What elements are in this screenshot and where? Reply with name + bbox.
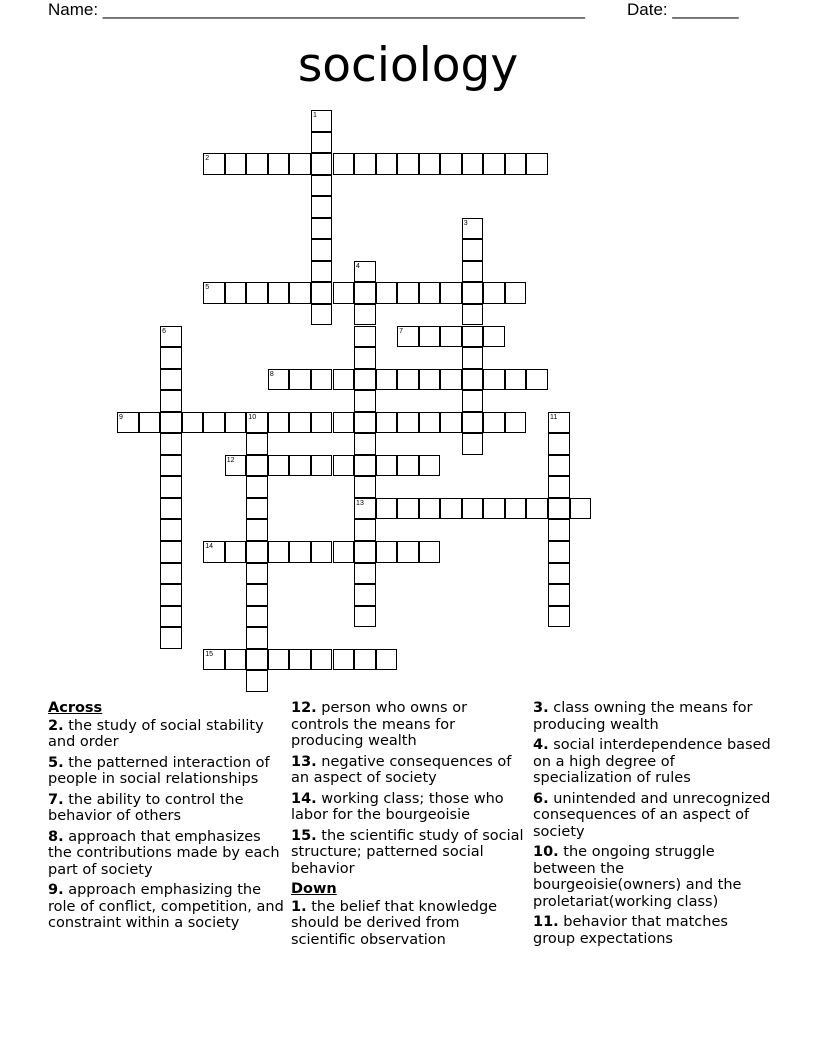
clue-number: 7. xyxy=(48,791,64,808)
grid-cell[interactable] xyxy=(462,153,484,175)
date-field[interactable]: Date: _______ xyxy=(627,0,739,19)
grid-cell[interactable] xyxy=(225,455,247,477)
grid-cell[interactable] xyxy=(289,649,311,671)
grid-cell[interactable] xyxy=(526,498,548,520)
grid-cell[interactable] xyxy=(311,455,333,477)
cell-number: 14 xyxy=(205,543,213,550)
grid-cell[interactable] xyxy=(246,498,268,520)
grid-cell[interactable] xyxy=(397,326,419,348)
clue-number: 9. xyxy=(48,882,64,898)
grid-cell[interactable] xyxy=(225,282,247,304)
grid-cell[interactable] xyxy=(548,412,570,434)
grid-cell[interactable] xyxy=(160,606,182,628)
grid-cell[interactable] xyxy=(311,239,333,261)
grid-cell[interactable] xyxy=(160,498,182,520)
clue-number: 14. xyxy=(291,790,317,807)
grid-cell[interactable] xyxy=(246,282,268,304)
across-clue-8 xyxy=(48,829,284,879)
cell-number: 8 xyxy=(269,370,274,378)
grid-cell[interactable] xyxy=(419,326,441,348)
clue-number: 6. xyxy=(533,790,549,807)
clues-column-2 xyxy=(291,700,525,952)
grid-cell[interactable] xyxy=(397,153,419,175)
grid-cell[interactable] xyxy=(462,239,484,261)
cell-number: 11 xyxy=(550,413,558,421)
grid-cell[interactable] xyxy=(160,369,182,391)
grid-cell[interactable] xyxy=(354,326,376,348)
grid-cell[interactable] xyxy=(354,476,376,498)
grid-cell[interactable] xyxy=(505,153,527,175)
grid-cell[interactable] xyxy=(548,455,570,477)
grid-cell[interactable] xyxy=(311,261,333,283)
grid-cell[interactable] xyxy=(246,476,268,498)
across-clue-14 xyxy=(291,791,525,824)
clue-text: the patterned interaction of people in social relationships xyxy=(48,754,270,787)
clue-number: 10. xyxy=(533,844,559,860)
grid-cell[interactable] xyxy=(333,369,355,391)
clue-number: 12. xyxy=(291,700,317,716)
grid-cell[interactable] xyxy=(483,412,505,434)
grid-cell[interactable] xyxy=(354,433,376,455)
grid-cell[interactable] xyxy=(311,304,333,326)
grid-cell[interactable] xyxy=(333,412,355,434)
page-title: sociology xyxy=(297,38,519,93)
clue-text: unintended and unrecognized consequences of an aspect of society xyxy=(533,790,771,840)
cell-number: 2 xyxy=(205,155,210,163)
name-field[interactable]: Name: ___________________________________________________ xyxy=(48,0,585,19)
grid-cell[interactable] xyxy=(505,498,527,520)
cell-number: 9 xyxy=(119,413,123,421)
grid-cell[interactable] xyxy=(354,498,376,520)
clue-text: the ability to control the behavior of others xyxy=(48,791,244,824)
cell-number: 7 xyxy=(399,327,404,335)
grid-cell[interactable] xyxy=(246,433,268,455)
grid-cell[interactable] xyxy=(483,282,505,304)
across-clue-2 xyxy=(48,718,284,751)
grid-cell[interactable] xyxy=(462,347,484,369)
down-clue-4 xyxy=(533,737,773,787)
grid-cell[interactable] xyxy=(311,282,333,304)
grid-cell[interactable] xyxy=(246,455,268,477)
grid-cell[interactable] xyxy=(203,282,225,304)
grid-cell[interactable] xyxy=(505,282,527,304)
grid-cell[interactable] xyxy=(160,519,182,541)
grid-cell[interactable] xyxy=(160,455,182,477)
grid-cell[interactable] xyxy=(333,541,355,563)
grid-cell[interactable] xyxy=(354,347,376,369)
grid-cell[interactable] xyxy=(376,649,398,671)
cell-number: 1 xyxy=(312,112,317,119)
grid-cell[interactable] xyxy=(440,153,462,175)
grid-cell[interactable] xyxy=(160,563,182,585)
cell-number: 15 xyxy=(205,650,213,658)
grid-cell[interactable] xyxy=(203,541,225,563)
grid-cell[interactable] xyxy=(354,541,376,563)
grid-cell[interactable] xyxy=(160,627,182,649)
grid-cell[interactable] xyxy=(483,369,505,391)
clue-number: 13. xyxy=(291,753,317,770)
grid-cell[interactable] xyxy=(354,261,376,283)
grid-cell[interactable] xyxy=(505,369,527,391)
grid-cell[interactable] xyxy=(397,282,419,304)
grid-cell[interactable] xyxy=(354,304,376,326)
clue-number: 4. xyxy=(533,737,549,753)
across-clue-12 xyxy=(291,700,525,750)
grid-cell[interactable] xyxy=(462,390,484,412)
grid-cell[interactable] xyxy=(311,369,333,391)
cell-number: 13 xyxy=(356,499,364,507)
grid-cell[interactable] xyxy=(483,326,505,348)
grid-cell[interactable] xyxy=(526,369,548,391)
grid-cell[interactable] xyxy=(397,412,419,434)
grid-cell[interactable] xyxy=(548,433,570,455)
clue-text: approach emphasizing the role of conflict, competition, and constraint within a society xyxy=(48,882,284,931)
grid-cell[interactable] xyxy=(462,261,484,283)
grid-cell[interactable] xyxy=(419,455,441,477)
down-clue-11 xyxy=(533,914,773,947)
across-clue-13 xyxy=(291,754,525,787)
clue-text: the study of social stability and order xyxy=(48,717,264,750)
grid-cell[interactable] xyxy=(419,153,441,175)
grid-cell[interactable] xyxy=(268,412,290,434)
clue-text: the ongoing struggle between the bourgeoisie(owners) and the proletariat(working class) xyxy=(533,844,742,910)
grid-cell[interactable] xyxy=(268,369,290,391)
grid-cell[interactable] xyxy=(462,433,484,455)
grid-cell[interactable] xyxy=(354,606,376,628)
grid-cell[interactable] xyxy=(354,369,376,391)
clue-text: working class; those who labor for the bourgeoisie xyxy=(291,790,504,823)
grid-cell[interactable] xyxy=(376,455,398,477)
grid-cell[interactable] xyxy=(548,606,570,628)
cell-number: 4 xyxy=(356,262,360,270)
grid-cell[interactable] xyxy=(246,519,268,541)
clue-text: social interdependence based on a high degree of specialization of rules xyxy=(533,737,771,786)
grid-cell[interactable] xyxy=(289,412,311,434)
clues-column-3 xyxy=(533,700,773,951)
down-clue-1 xyxy=(291,899,525,949)
grid-cell[interactable] xyxy=(354,153,376,175)
grid-cell[interactable] xyxy=(354,584,376,606)
clue-number: 8. xyxy=(48,828,64,845)
grid-cell[interactable] xyxy=(354,519,376,541)
clue-text: class owning the means for producing wealth xyxy=(533,700,753,733)
cell-number: 3 xyxy=(463,219,468,227)
grid-cell[interactable] xyxy=(354,563,376,585)
grid-cell[interactable] xyxy=(246,627,268,649)
grid-cell[interactable] xyxy=(333,649,355,671)
grid-cell[interactable] xyxy=(397,498,419,520)
grid-cell[interactable] xyxy=(419,541,441,563)
grid-cell[interactable] xyxy=(268,153,290,175)
grid-cell[interactable] xyxy=(397,369,419,391)
grid-cell[interactable] xyxy=(376,282,398,304)
grid-cell[interactable] xyxy=(225,412,247,434)
grid-cell[interactable] xyxy=(548,519,570,541)
grid-cell[interactable] xyxy=(225,649,247,671)
grid-cell[interactable] xyxy=(246,606,268,628)
grid-cell[interactable] xyxy=(570,498,592,520)
grid-cell[interactable] xyxy=(311,412,333,434)
grid-cell[interactable] xyxy=(268,649,290,671)
cell-number: 5 xyxy=(205,284,210,292)
grid-cell[interactable] xyxy=(548,541,570,563)
grid-cell[interactable] xyxy=(354,412,376,434)
grid-cell[interactable] xyxy=(462,412,484,434)
grid-cell[interactable] xyxy=(505,412,527,434)
grid-cell[interactable] xyxy=(311,132,333,154)
clue-text: the belief that knowledge should be derived from scientific observation xyxy=(291,898,498,948)
across-clue-15 xyxy=(291,828,525,878)
clue-text: person who owns or controls the means for producing wealth xyxy=(291,700,468,749)
down-clue-3 xyxy=(533,700,773,733)
cell-number: 10 xyxy=(248,413,257,421)
grid-cell[interactable] xyxy=(160,584,182,606)
grid-cell[interactable] xyxy=(311,649,333,671)
across-clue-7 xyxy=(48,792,284,825)
grid-cell[interactable] xyxy=(376,153,398,175)
grid-cell[interactable] xyxy=(440,412,462,434)
grid-cell[interactable] xyxy=(203,153,225,175)
clue-text: behavior that matches group expectations xyxy=(533,914,728,947)
cell-number: 12 xyxy=(226,456,235,464)
grid-cell[interactable] xyxy=(548,584,570,606)
clue-number: 2. xyxy=(48,717,64,734)
grid-cell[interactable] xyxy=(268,282,290,304)
clue-number: 15. xyxy=(291,827,317,844)
down-clue-6 xyxy=(533,791,773,841)
grid-cell[interactable] xyxy=(440,282,462,304)
clue-text: approach that emphasizes the contributions made by each part of society xyxy=(48,828,280,878)
grid-cell[interactable] xyxy=(311,541,333,563)
across-clue-5 xyxy=(48,755,284,788)
clue-text: the scientific study of social structure; patterned social behavior xyxy=(291,827,524,877)
grid-cell[interactable] xyxy=(203,412,225,434)
grid-cell[interactable] xyxy=(139,412,161,434)
grid-cell[interactable] xyxy=(376,369,398,391)
grid-cell[interactable] xyxy=(462,282,484,304)
grid-cell[interactable] xyxy=(333,282,355,304)
grid-cell[interactable] xyxy=(203,649,225,671)
grid-cell[interactable] xyxy=(246,649,268,671)
grid-cell[interactable] xyxy=(160,347,182,369)
grid-cell[interactable] xyxy=(354,390,376,412)
grid-cell[interactable] xyxy=(397,541,419,563)
grid-cell[interactable] xyxy=(246,541,268,563)
grid-cell[interactable] xyxy=(289,455,311,477)
grid-cell[interactable] xyxy=(440,369,462,391)
grid-cell[interactable] xyxy=(397,455,419,477)
grid-cell[interactable] xyxy=(289,369,311,391)
grid-cell[interactable] xyxy=(311,110,333,132)
clue-number: 11. xyxy=(533,914,559,930)
grid-cell[interactable] xyxy=(289,153,311,175)
grid-cell[interactable] xyxy=(246,584,268,606)
grid-cell[interactable] xyxy=(376,498,398,520)
grid-cell[interactable] xyxy=(419,369,441,391)
down-clue-10 xyxy=(533,844,773,910)
grid-cell[interactable] xyxy=(289,541,311,563)
grid-cell[interactable] xyxy=(354,282,376,304)
grid-cell[interactable] xyxy=(225,153,247,175)
grid-cell[interactable] xyxy=(225,541,247,563)
grid-cell[interactable] xyxy=(483,153,505,175)
grid-cell[interactable] xyxy=(440,326,462,348)
grid-cell[interactable] xyxy=(160,433,182,455)
grid-cell[interactable] xyxy=(182,412,204,434)
grid-cell[interactable] xyxy=(268,541,290,563)
across-clue-9 xyxy=(48,882,284,932)
clue-number: 5. xyxy=(48,754,64,771)
cell-number: 6 xyxy=(162,327,166,335)
grid-cell[interactable] xyxy=(333,455,355,477)
clue-text: negative consequences of an aspect of society xyxy=(291,753,512,786)
grid-cell[interactable] xyxy=(440,498,462,520)
grid-cell[interactable] xyxy=(311,218,333,240)
grid-cell[interactable] xyxy=(160,390,182,412)
grid-cell[interactable] xyxy=(548,498,570,520)
grid-cell[interactable] xyxy=(419,412,441,434)
grid-cell[interactable] xyxy=(462,498,484,520)
grid-cell[interactable] xyxy=(160,326,182,348)
grid-cell[interactable] xyxy=(462,218,484,240)
across-heading: Across xyxy=(48,700,103,716)
grid-cell[interactable] xyxy=(526,153,548,175)
grid-cell[interactable] xyxy=(354,649,376,671)
grid-cell[interactable] xyxy=(246,670,268,692)
grid-cell[interactable] xyxy=(419,282,441,304)
grid-cell[interactable] xyxy=(160,541,182,563)
grid-cell[interactable] xyxy=(289,282,311,304)
grid-cell[interactable] xyxy=(419,498,441,520)
grid-cell[interactable] xyxy=(160,476,182,498)
grid-cell[interactable] xyxy=(354,455,376,477)
clues-column-1 xyxy=(48,700,284,936)
grid-cell[interactable] xyxy=(483,498,505,520)
grid-cell[interactable] xyxy=(548,563,570,585)
grid-cell[interactable] xyxy=(548,476,570,498)
grid-cell[interactable] xyxy=(268,455,290,477)
grid-cell[interactable] xyxy=(311,175,333,197)
grid-cell[interactable] xyxy=(462,304,484,326)
grid-cell[interactable] xyxy=(160,412,182,434)
grid-cell[interactable] xyxy=(333,153,355,175)
grid-cell[interactable] xyxy=(462,326,484,348)
clue-number: 1. xyxy=(291,898,307,915)
grid-cell[interactable] xyxy=(117,412,139,434)
grid-cell[interactable] xyxy=(246,563,268,585)
grid-cell[interactable] xyxy=(311,153,333,175)
grid-cell[interactable] xyxy=(376,541,398,563)
grid-cell[interactable] xyxy=(311,196,333,218)
down-heading: Down xyxy=(291,881,337,897)
grid-cell[interactable] xyxy=(246,412,268,434)
grid-cell[interactable] xyxy=(462,369,484,391)
grid-cell[interactable] xyxy=(246,153,268,175)
clue-number: 3. xyxy=(533,700,549,716)
grid-cell[interactable] xyxy=(376,412,398,434)
